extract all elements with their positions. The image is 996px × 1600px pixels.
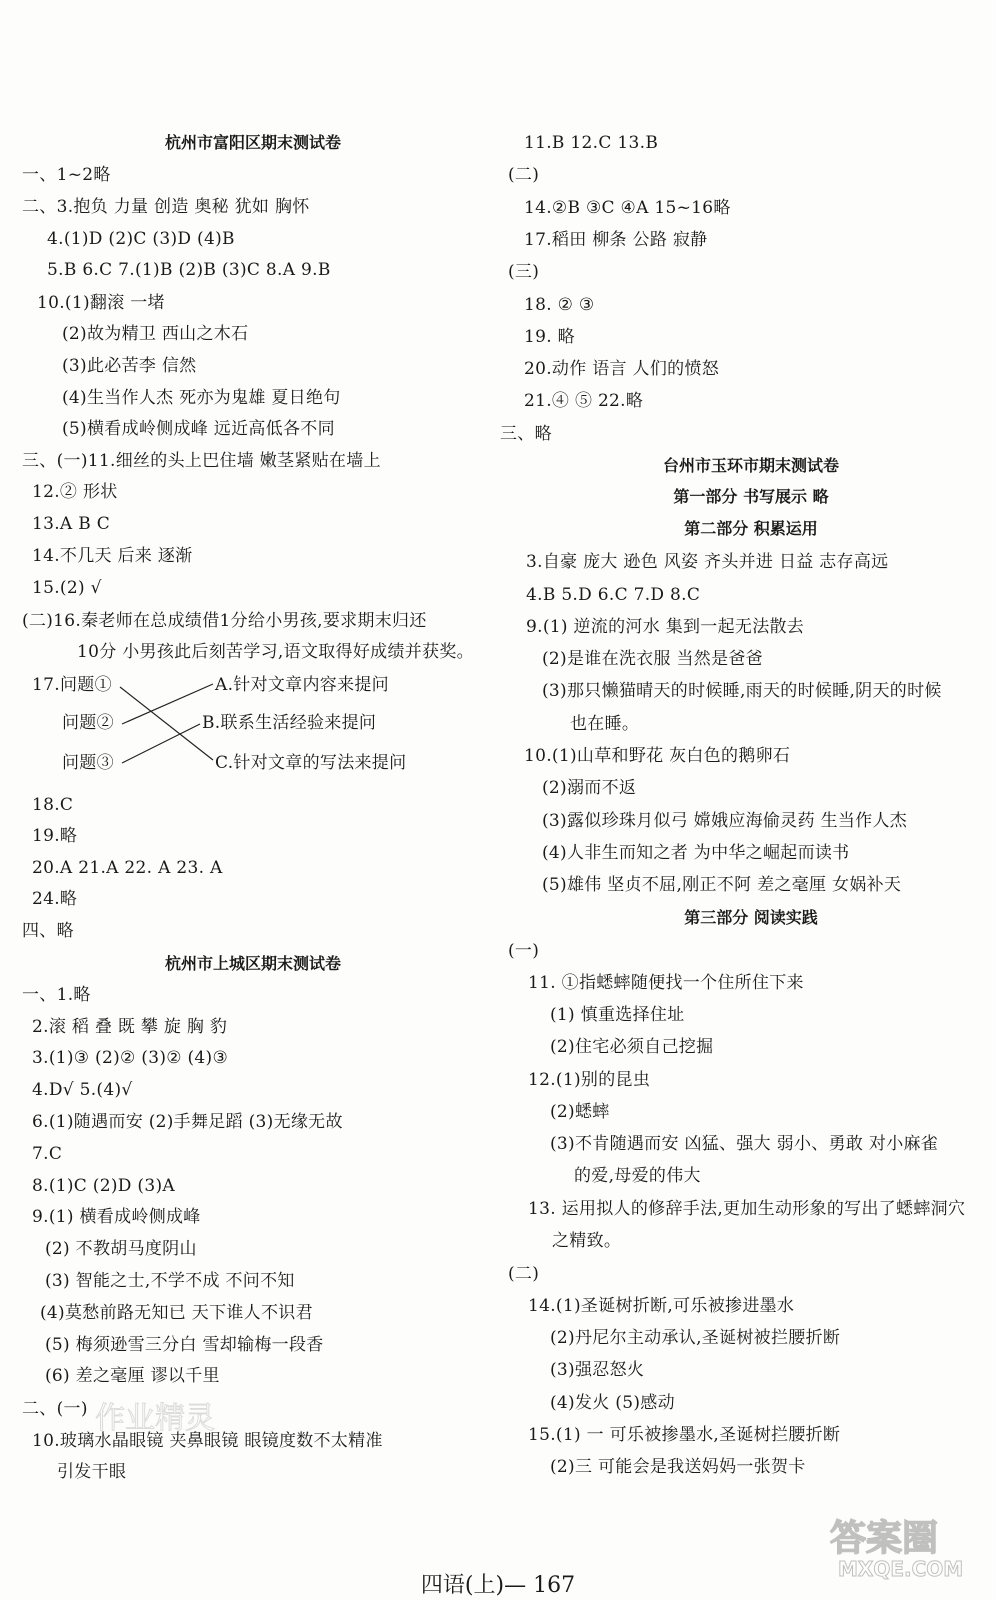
- section-title-fuyang: 杭州市富阳区期末测试卷: [164, 133, 341, 152]
- answer-line: (3)此必苦李 信然: [62, 356, 197, 376]
- match-line-1-c: [120, 687, 213, 760]
- answer-line: 5.B 6.C 7.(1)B (2)B (3)C 8.A 9.B: [47, 260, 331, 280]
- matching-answer-a: A.针对文章内容来提问: [215, 675, 389, 695]
- answer-line: 9.(1) 横看成岭侧成峰: [32, 1207, 201, 1227]
- answer-line: 也在睡。: [570, 714, 640, 734]
- answer-line: (2)三 可能会是我送妈妈一张贺卡: [550, 1457, 806, 1477]
- answer-line: 之精致。: [552, 1231, 622, 1251]
- answer-line: (三): [508, 262, 540, 282]
- answer-line: (2)住宅必须自己挖掘: [550, 1037, 714, 1057]
- answer-line: (二)16.秦老师在总成绩借1分给小男孩,要求期末归还: [22, 611, 427, 631]
- answer-line: 17.稻田 柳条 公路 寂静: [524, 230, 708, 250]
- part-3-title: 第三部分 阅读实践: [684, 908, 818, 927]
- matching-answer-c: C.针对文章的写法来提问: [215, 753, 407, 773]
- answer-line: (3)露似珍珠月似弓 嫦娥应海偷灵药 生当作人杰: [542, 811, 908, 831]
- answer-line: (6) 差之毫厘 谬以千里: [45, 1366, 220, 1386]
- answer-line: 三、略: [500, 424, 552, 444]
- answer-line: (二): [508, 1264, 540, 1284]
- answer-line: 一、1.略: [22, 985, 91, 1005]
- answer-line: (4)人非生而知之者 为中华之崛起而读书: [542, 843, 850, 863]
- answer-line: 10.(1)山草和野花 灰白色的鹅卵石: [524, 746, 791, 766]
- answer-line: 7.C: [32, 1144, 63, 1164]
- answer-line: 10分 小男孩此后刻苦学习,语文取得好成绩并获奖。: [77, 642, 474, 662]
- answer-line: 12.② 形状: [32, 482, 118, 502]
- answer-line: (5)横看成岭侧成峰 远近高低各不同: [62, 419, 335, 439]
- answer-line: (2)蟋蟀: [550, 1102, 610, 1122]
- answer-line: (4)莫愁前路无知已 天下谁人不识君: [40, 1303, 313, 1323]
- answer-line: (2)故为精卫 西山之木石: [62, 324, 249, 344]
- answer-line: (3)强忍怒火: [550, 1360, 645, 1380]
- matching-question-3: 问题③: [62, 753, 114, 773]
- answer-line: 2.滚 稻 叠 既 攀 旋 胸 豹: [32, 1017, 228, 1037]
- answer-line: 三、(一)11.细丝的头上巴住墙 嫩茎紧贴在墙上: [22, 451, 381, 471]
- logo-watermark-url: MXQE.COM: [838, 1557, 964, 1580]
- answer-line: (5)雄伟 坚贞不屈,刚正不阿 差之毫厘 女娲补天: [542, 875, 902, 895]
- matching-question-1: 问题①: [60, 675, 112, 695]
- answer-line: 12.(1)别的昆虫: [528, 1070, 651, 1090]
- section-title-yuhuan: 台州市玉环市期末测试卷: [662, 456, 839, 475]
- section-title-shangcheng: 杭州市上城区期末测试卷: [164, 954, 341, 973]
- matching-question-2: 问题②: [62, 713, 114, 733]
- matching-number: 17.: [32, 675, 60, 695]
- matching-answer-b: B.联系生活经验来提问: [202, 713, 377, 733]
- answer-line: (3)不肯随遇而安 凶猛、强大 弱小、勇敢 对小麻雀: [550, 1134, 939, 1154]
- logo-watermark: [824, 1510, 984, 1580]
- answer-line: 4.B 5.D 6.C 7.D 8.C: [526, 585, 701, 605]
- answer-line: 8.(1)C (2)D (3)A: [32, 1176, 175, 1196]
- answer-line: 的爱,母爱的伟大: [574, 1166, 701, 1186]
- answer-line: (2) 不教胡马度阴山: [45, 1239, 197, 1259]
- answer-line: 二、3.抱负 力量 创造 奥秘 犹如 胸怀: [22, 197, 310, 217]
- answer-line: 3.(1)③ (2)② (3)② (4)③: [32, 1048, 229, 1068]
- answer-line: 19. 略: [524, 327, 575, 347]
- answer-line: 14.②B ③C ④A 15~16略: [524, 198, 731, 218]
- answer-line: 10.玻璃水晶眼镜 夹鼻眼镜 眼镜度数不太精准: [32, 1431, 383, 1451]
- answer-line: 15.(2) √: [32, 578, 102, 598]
- answer-line: (4)发火 (5)感动: [550, 1393, 675, 1413]
- answer-line: 9.(1) 逆流的河水 集到一起无法散去: [526, 617, 805, 637]
- answer-line: (3)那只懒猫晴天的时候睡,雨天的时候睡,阴天的时候: [542, 681, 942, 701]
- match-line-2-a: [122, 684, 213, 724]
- answer-line: 24.略: [32, 889, 78, 909]
- answer-line: 18.C: [32, 795, 74, 815]
- ink-watermark-text: 作业精灵: [95, 1401, 215, 1436]
- answer-line: (5) 梅须逊雪三分白 雪却输梅一段香: [45, 1335, 324, 1355]
- answer-line: 14.(1)圣诞树折断,可乐被掺进墨水: [528, 1296, 795, 1316]
- answer-line: 20.A 21.A 22. A 23. A: [32, 858, 223, 878]
- answer-line: (3) 智能之士,不学不成 不问不知: [45, 1271, 295, 1291]
- answer-line: (二): [508, 165, 540, 185]
- page-footer: 四语(上)— 167: [420, 1573, 576, 1598]
- answer-line: 13. 运用拟人的修辞手法,更加生动形象的写出了蟋蟀洞穴: [528, 1199, 966, 1219]
- answer-line: (2)丹尼尔主动承认,圣诞树被拦腰折断: [550, 1328, 841, 1348]
- answer-line: 15.(1) 一 可乐被掺墨水,圣诞树拦腰折断: [528, 1425, 841, 1445]
- answer-line: (4)生当作人杰 死亦为鬼雄 夏日绝句: [62, 388, 341, 408]
- logo-watermark-text: 答案圈: [830, 1518, 939, 1559]
- answer-line: 19.略: [32, 826, 78, 846]
- answer-line: 4.(1)D (2)C (3)D (4)B: [47, 229, 235, 249]
- answer-line: 6.(1)随遇而安 (2)手舞足蹈 (3)无缘无故: [32, 1112, 343, 1132]
- match-line-3-b: [122, 724, 200, 763]
- answer-line: (1) 慎重选择住址: [550, 1005, 685, 1025]
- answer-line: (一): [508, 941, 540, 961]
- answer-line: 14.不几天 后来 逐渐: [32, 546, 193, 566]
- answer-line: 18. ② ③: [524, 295, 595, 315]
- answer-line: 10.(1)翻滚 一堵: [37, 293, 165, 313]
- answer-line: (2)是谁在洗衣服 当然是爸爸: [542, 649, 763, 669]
- part-1-title: 第一部分 书写展示 略: [673, 487, 829, 506]
- part-2-title: 第二部分 积累运用: [684, 519, 818, 538]
- answer-line: (2)溺而不返: [542, 778, 637, 798]
- answer-line: 一、1~2略: [22, 165, 111, 185]
- matching-lines: [0, 0, 506, 800]
- answer-line: 13.A B C: [32, 514, 111, 534]
- answer-line: 引发干眼: [57, 1462, 127, 1482]
- answer-line: 3.自豪 庞大 逊色 风姿 齐头并进 日益 志存高远: [526, 552, 889, 572]
- answer-line: 二、(一): [22, 1399, 88, 1419]
- ink-watermark: [95, 1386, 245, 1446]
- answer-line: 11. ①指蟋蟀随便找一个住所住下来: [528, 973, 804, 993]
- answer-line: 四、略: [22, 921, 74, 941]
- answer-line: 11.B 12.C 13.B: [524, 133, 659, 153]
- answer-line: 4.D√ 5.(4)√: [32, 1080, 133, 1100]
- answer-line: 20.动作 语言 人们的愤怒: [524, 359, 720, 379]
- answer-line: 21.④ ⑤ 22.略: [524, 391, 644, 411]
